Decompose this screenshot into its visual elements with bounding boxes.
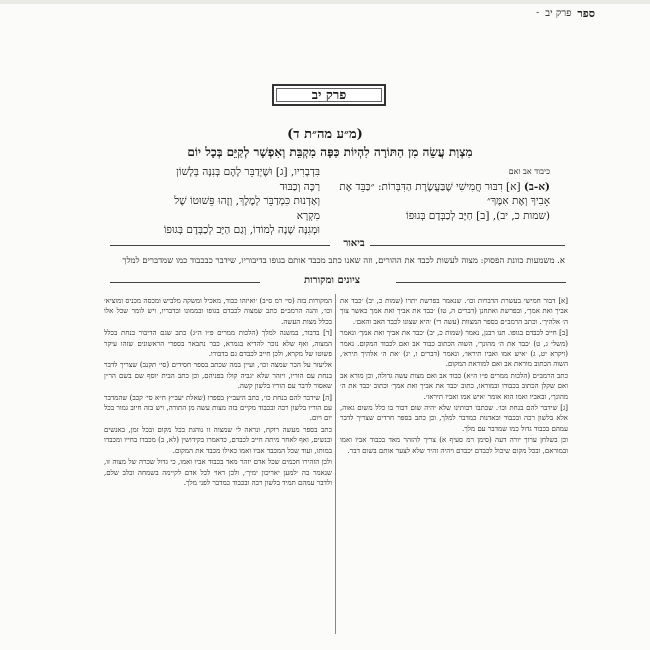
chapter-heading: פרק יב: [311, 88, 347, 103]
commentary-paragraph: ולכן הזהירו חכמים שכל אדם יזהר מאד בכבוד אביו ואמו, כי גדול שכרה של מצוה זו, שנאמר בה ׳למען יאריכון ימיך׳, ולכן ראוי לכל אדם לקיימה בשמחה ובלב שלם, ולדבר עמהם תמיד בלשון רכה ובכבוד כמדבר לפני מלך.: [104, 458, 332, 487]
commentary-paragraph: [א] דבור חמישי בעשרת הדברות וכו׳. שנאמר בפרשת יתרו (שמות כ, יב) ׳כבד את אביך ואת אמך׳, ובפרשת ואתחנן (דברים ה, טז) ׳כבד את אביך ואת אמך כאשר צוך ה׳ אלהיך׳. וכתב הרמב״ם בספר המצוות (עשה רי) ׳היא שצונו לכבד האב והאם׳.: [340, 297, 568, 326]
running-header-chapter: פרק יב: [545, 7, 572, 19]
source-left-line-3: וּמְגִנָּה שָׁנָה לְמוֹדוֹ, וְגַם הַיָּב לְכַבְּדָם בְּגוּפוֹ: [163, 224, 320, 236]
source-text-left-column: [160, 165, 320, 238]
source-line-2: (שמות כ, יב), [ב] חַיָּב לְכַבְּדָם בְּגוּפוֹ: [406, 209, 550, 222]
source-left-line-1: בִּדְבָרִיו, [ג] וּשֶׁיְדַבֵּר לָהֶם בְּנִנָּה בְּלָשׁוֹן רַכָּה וְכַבּוּד: [176, 166, 320, 193]
commentary-paragraph: אליעזר על הכר שמצה וכו׳, ועיין במה שכתב בספר חסידים (סי׳ תקנב) שצריך לדבר בנחת עם הוריו, ויזהר שלא יגביה קולו בפניהם, וכן כתב הבית יוסף שם בשם הר״ן שאסור לדבר עם הוריו בלשון קשה.: [104, 361, 332, 391]
commentary-left-column: [104, 296, 332, 636]
running-header: [455, 6, 595, 20]
source-text-right-column: [330, 165, 550, 223]
page-top-edge: [0, 0, 650, 4]
source-line-1: [א] דִבּוּר חֲמִישִׁי שֶׁבַּעֲשֶׂרֶת הַדִּבְּרוֹת: ״כַּבֵּד אֶת אָבִיךָ וְאֶת אִמֶּךָ״: [339, 180, 550, 207]
commentary-paragraph: המקורות בזה (סי׳ רמ ס״ב) ׳ואיזהו כבוד, מאכיל ומשקה מלביש ומכסה מכניס ומוציא׳ וכו׳, והנה הרמב״ם כתב שמצוה לכבדם בגופו ובממונו ובדבריו, ויש לומר שכל אלו בכלל מצות העשה.: [104, 297, 332, 326]
chapter-box-inner-frame: [276, 88, 382, 102]
biur-heading: ביאור: [335, 238, 373, 249]
commentary-paragraph: וכן בשלחן ערוך יורה דעה (סימן רמ סעיף א) צריך להזהר מאד בכבוד אביו ואמו ובמוראם, ובכל מקום שיכול לכבדם יכבדם ויהיה זהיר שלא לצער אותם בשום דבר.: [340, 436, 568, 455]
tziyunim-heading: ציונים ומקורות: [262, 275, 402, 286]
divider-line: [110, 245, 330, 246]
commentary-paragraph: [ד] בדבור, במשנה למלך (הלכות ממרים פ״ו ה״ג) כתב שגם הדיבור בנחת בכלל המצוה, ואף שלא נזכר להדיא בגמרא, כבר נתבאר בספרי הראשונים שזהו עיקר פשוטו של מקרא, ולכן חייב לכבדם גם בדבורו.: [104, 329, 332, 359]
biur-divider: [0, 238, 650, 252]
source-verse-number: (א-ב): [523, 180, 550, 193]
mitzvah-number: (מ״ע מה״ת ד): [287, 127, 363, 142]
tziyunim-divider: [0, 275, 650, 289]
biur-text: א. משמעות כוונת הפסוק: מצוה לעשות לכבד את ההורים, וזה שאנו כתב מכבד אותם בגופו בדיבוריו, שידבר כבכבוד כמו שמדברים למלך: [122, 256, 565, 266]
divider-line: [396, 282, 566, 283]
column-divider: [335, 294, 336, 634]
commentary-paragraph: כתב בספר מעשה רוקח, ונראה לי שמצוה זו נוהגת בכל מקום ובכל זמן, באנשים ובנשים, ואף לאחר מיתה חייב לכבדם, כדאמרו בקידושין (לא, ב) מכבדו בחייו ומכבדו במותו, ועוד שכל המכבד אביו ואמו כאילו מכבד את המקום.: [104, 425, 332, 455]
commentary-paragraph: [ג] שידבר להם בנחת וכו׳. שכתבו רבותינו שלא יהיה שום דבור בו כלל משום גאוה, אלא בלשון רכה ובכבוד ובאדנות כמדבר למלך, וכן כתב בספר חרדים שצריך לדבר עמהם בכבוד גדול כמו שמדבר עם מלך.: [340, 404, 568, 433]
divider-line: [370, 245, 565, 246]
running-header-dash: -: [536, 8, 540, 18]
source-side-label: כיבוד אב ואם: [508, 167, 550, 176]
mitzvah-title: מִצְוַת עֲשֵׂה מִן הַתּוֹרָה לִהְיוֹת כַּפָּה מִקְבֵּת וְאִפְשָׁר לְקַיֵּם בְּכָל יוֹם: [187, 145, 473, 159]
source-left-line-2: וְאַדְנוּת כִּמְדַבֵּר לְמֶלֶךְ, וְזֶהוּ פֵּשׁוּטוֹ שֶׁל מִקְרָא: [174, 195, 320, 222]
commentary-paragraph: [ב] חייב לכבדם בגופו. תנו רבנן, נאמר (שמות כ, יב) ׳כבד את אביך ואת אמך׳ ונאמר (משלי ג, ט) ׳כבד את ה׳ מהונך׳, השוה הכתוב כבוד אב ואם לכבוד המקום. נאמר (ויקרא יט, ג) ׳איש אמו ואביו תיראו׳, ונאמר (דברים ו, יג) ׳את ה׳ אלהיך תירא׳, השוה הכתוב מוראת אב ואם למוראת המקום.: [340, 329, 568, 369]
commentary-paragraph: [ה] שידבר להם בנחת כו׳, כתב היעב״ץ בספרו (שאלת יעב״ץ ח״א סי׳ קכב) שהמדבר עם הוריו בלשון רכה ובכבוד מקיים בזה מצות עשה מן התורה, ויש בזה חיוב גמור בכל יום ויום.: [104, 393, 332, 423]
commentary-paragraph: כתב הרמב״ם (הלכות ממרים פ״ו ה״א) כבוד אב ואם מצות עשה גדולה, וכן מורא אב ואם שקלן הכתוב בכבודו ובמוראו, כתוב ׳כבד את אביך ואת אמך׳ וכתוב ׳כבד את ה׳ מהונך׳, ובאביו ואמו הוא אומר ׳איש אמו ואביו תיראו׳.: [340, 371, 568, 401]
divider-line: [110, 282, 260, 283]
running-header-book: ספר: [577, 6, 595, 20]
chapter-heading-box: [272, 84, 386, 106]
commentary-right-column: [340, 296, 568, 636]
